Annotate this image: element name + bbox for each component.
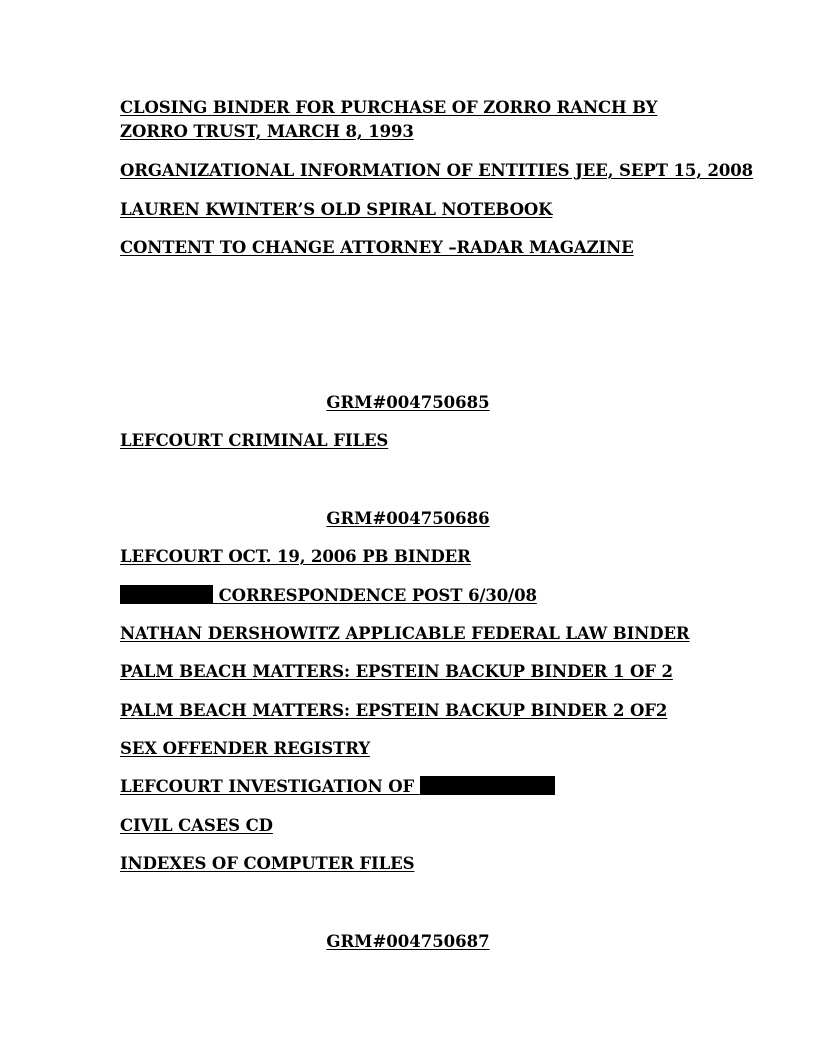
entry-change-attorney: CONTENT TO CHANGE ATTORNEY –RADAR MAGAZINE: [120, 238, 634, 257]
entry-lefcourt-criminal-files: LEFCOURT CRIMINAL FILES: [120, 431, 389, 450]
grm-number-687: GRM#004750687: [326, 932, 490, 951]
grm-number-685: GRM#004750685: [326, 393, 490, 412]
entry-correspondence-text: CORRESPONDENCE POST 6/30/08: [213, 586, 537, 605]
entry-lefcourt-investigation: [120, 775, 700, 799]
entry-federal-law-binder: NATHAN DERSHOWITZ APPLICABLE FEDERAL LAW BINDER: [120, 624, 690, 643]
entry-civil-cases-cd: CIVIL CASES CD: [120, 816, 273, 835]
entry-organizational-information: ORGANIZATIONAL INFORMATION OF ENTITIES JEE, SEPT 15, 2008: [120, 161, 754, 180]
entry-backup-binder-1: PALM BEACH MATTERS: EPSTEIN BACKUP BINDER 1 OF 2: [120, 662, 673, 681]
entry-spiral-notebook: LAUREN KWINTER’S OLD SPIRAL NOTEBOOK: [120, 200, 553, 219]
entry-indexes-computer-files: INDEXES OF COMPUTER FILES: [120, 854, 415, 873]
entry-closing-binder: CLOSING BINDER FOR PURCHASE OF ZORRO RANCH BY ZORRO TRUST, MARCH 8, 1993: [120, 98, 658, 141]
entry-lefcourt-pb-binder: LEFCOURT OCT. 19, 2006 PB BINDER: [120, 547, 471, 566]
redaction-box: [420, 776, 555, 795]
redaction-box: [120, 585, 213, 604]
entry-sex-offender-registry: SEX OFFENDER REGISTRY: [120, 739, 371, 758]
grm-number-686: GRM#004750686: [326, 509, 490, 528]
entry-backup-binder-2: PALM BEACH MATTERS: EPSTEIN BACKUP BINDER 2 OF2: [120, 701, 668, 720]
entry-lefcourt-investigation-text: LEFCOURT INVESTIGATION OF: [120, 777, 420, 796]
entry-correspondence: [120, 584, 700, 608]
